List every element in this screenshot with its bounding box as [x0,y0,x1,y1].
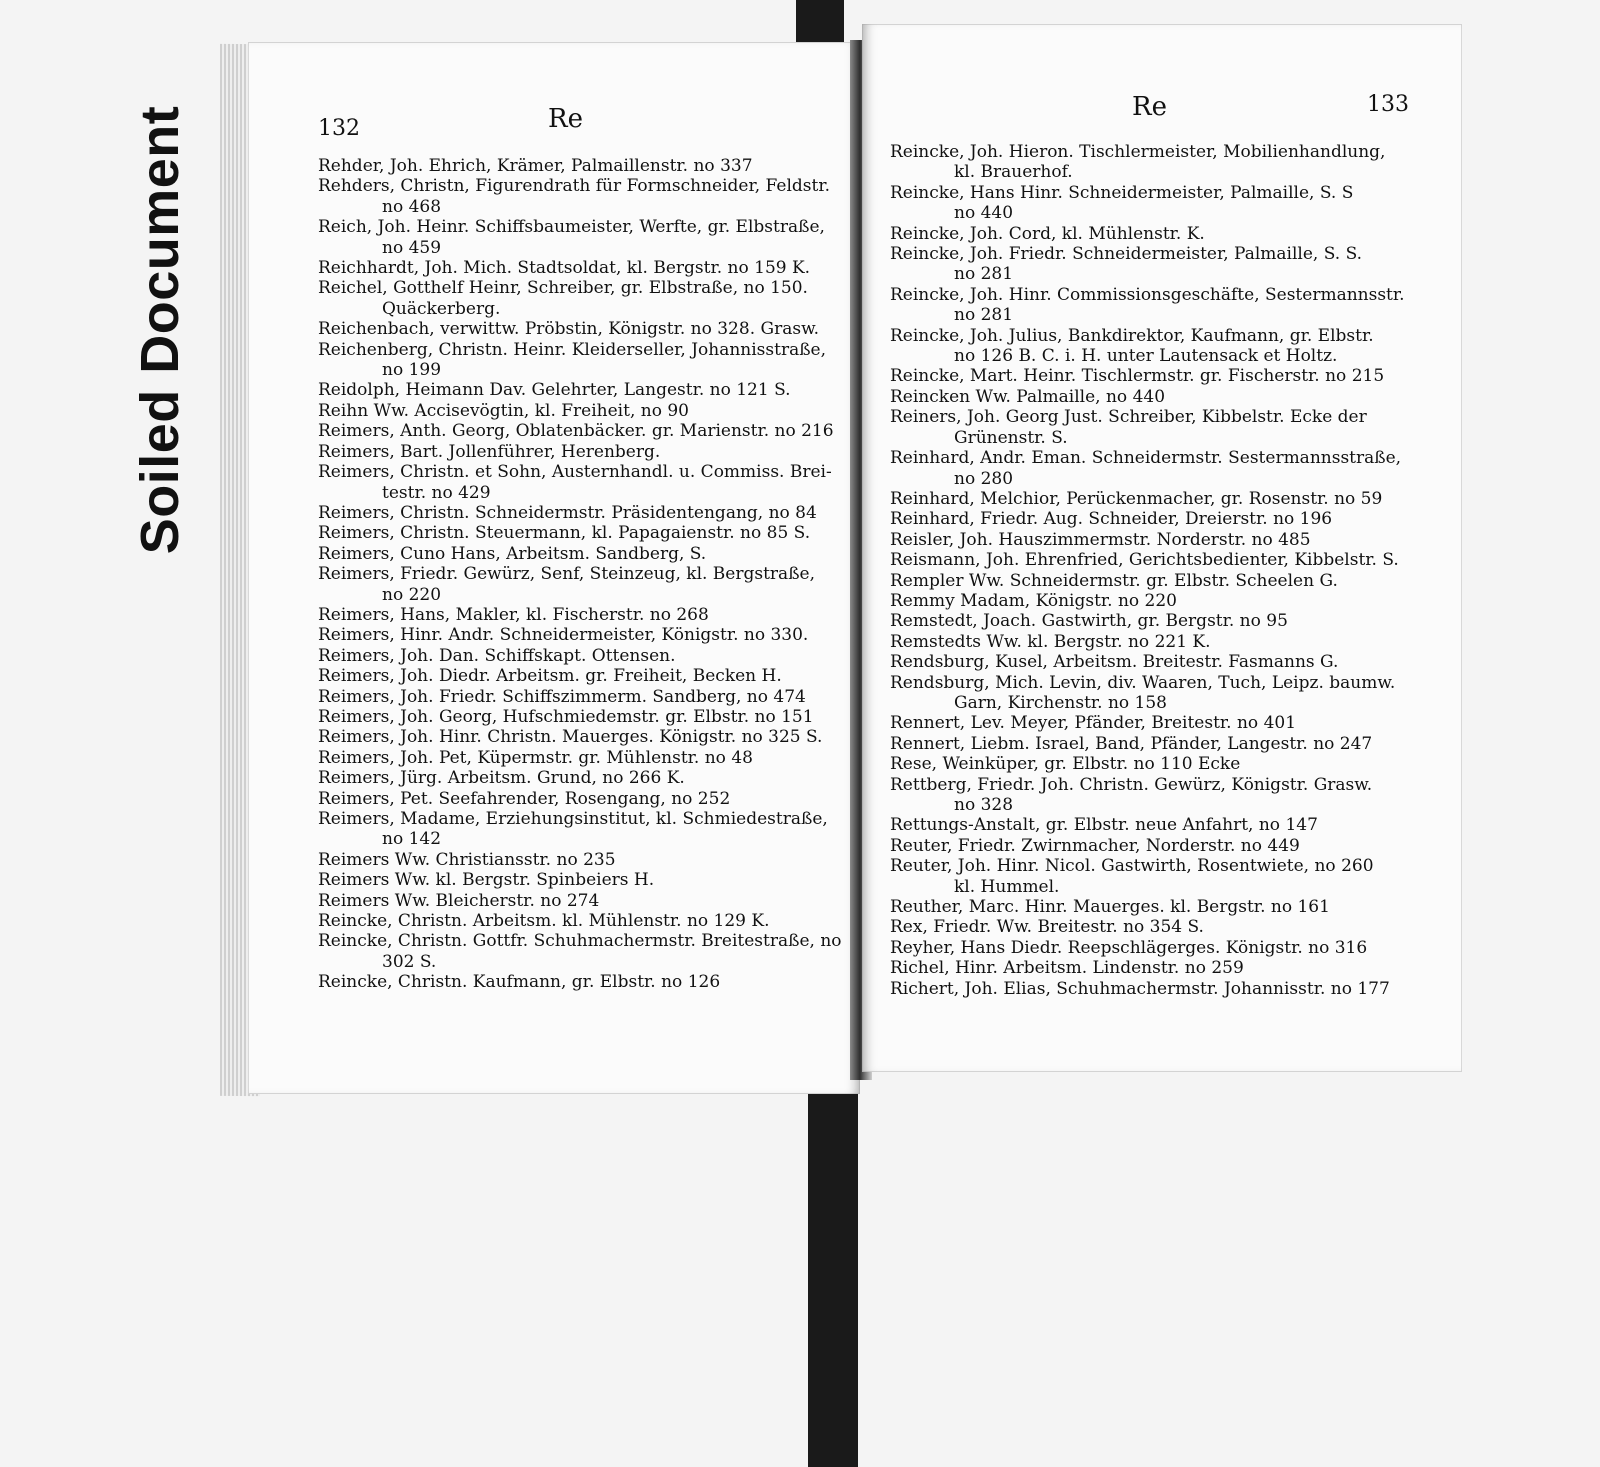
entry-continuation: Garn, Kirchenstr. no 158 [954,692,1167,713]
directory-entry [318,340,838,381]
entry-text: Reimers, Christn. Steuermann, kl. Papagaienstr. no 85 S. [318,523,811,544]
directory-entry [318,748,838,768]
directory-entry [890,897,1420,917]
directory-entry [318,707,838,727]
directory-entry [890,509,1420,529]
entry-continuation: Grünenstr. S. [954,427,1068,448]
directory-entry [890,836,1420,856]
entry-continuation: no 280 [954,468,1014,489]
entry-text: Rettungs-Anstalt, gr. Elbstr. neue Anfahrt, no 147 [890,815,1318,836]
entry-text: Reimers, Cuno Hans, Arbeitsm. Sandberg, S. [318,543,707,564]
entry-text: Reichel, Gotthelf Heinr, Schreiber, gr. Elbstraße, no 150. [318,278,808,299]
entry-continuation: no 199 [382,360,442,381]
entry-text: Reimers, Joh. Georg, Hufschmiedemstr. gr. Elbstr. no 151 [318,706,814,727]
entry-text: Reimers, Friedr. Gewürz, Senf, Steinzeug, kl. Bergstraße, [318,564,816,585]
entry-text: Reuter, Joh. Hinr. Nicol. Gastwirth, Rosentwiete, no 260 [890,856,1374,877]
directory-entry [318,646,838,666]
entry-text: Rennert, Lev. Meyer, Pfänder, Breitestr. no 401 [890,713,1297,734]
entry-text: Reimers, Joh. Hinr. Christn. Mauerges. Königstr. no 325 S. [318,727,823,748]
directory-entry [318,258,838,278]
entry-text: Reimers Ww. Bleicherstr. no 274 [318,890,600,911]
entry-text: Rehder, Joh. Ehrich, Krämer, Palmaillenstr. no 337 [318,156,753,176]
directory-entry [890,815,1420,835]
entry-text: Reihn Ww. Accisevögtin, kl. Freiheit, no 90 [318,400,689,421]
entry-text: Reincke, Mart. Heinr. Tischlermstr. gr. Fischerstr. no 215 [890,366,1385,387]
entry-text: Reismann, Joh. Ehrenfried, Gerichtsbedienter, Kibbelstr. S. [890,550,1399,571]
entry-text: Reincke, Hans Hinr. Schneidermeister, Palmaille, S. S [890,182,1354,203]
entry-text: Reimers Ww. Christiansstr. no 235 [318,849,616,870]
entry-text: Rese, Weinküper, gr. Elbstr. no 110 Ecke [890,754,1241,775]
directory-entry [890,224,1420,244]
directory-entry [890,183,1420,224]
left-page [248,42,860,1094]
entry-text: Remstedt, Joach. Gastwirth, gr. Bergstr. no 95 [890,611,1288,632]
entry-text: Reisler, Joh. Hauszimmermstr. Norderstr. no 485 [890,529,1311,550]
entry-text: Reinhard, Melchior, Perückenmacher, gr. Rosenstr. no 59 [890,488,1383,509]
directory-entry [318,809,838,850]
right-page [862,24,1462,1072]
entry-text: Reincke, Joh. Friedr. Schneidermeister, Palmaille, S. S. [890,244,1363,265]
entry-continuation: kl. Brauerhof. [954,162,1073,183]
entry-continuation: kl. Hummel. [954,876,1060,897]
entry-text: Richert, Joh. Elias, Schuhmachermstr. Johannisstr. no 177 [890,978,1390,999]
entry-text: Rehders, Christn, Figurendrath für Formschneider, Feldstr. [318,176,831,197]
directory-entry [318,891,838,911]
directory-entry [318,911,838,931]
soiled-document-stamp [130,80,190,580]
entry-text: Reidolph, Heimann Dav. Gelehrter, Langestr. no 121 S. [318,380,791,401]
directory-entry [318,870,838,890]
running-head: Re [548,104,583,134]
entry-text: Reimers, Hans, Makler, kl. Fischerstr. no 268 [318,604,709,625]
directory-entry [318,401,838,421]
entry-text: Reincken Ww. Palmaille, no 440 [890,386,1166,407]
page-number: 133 [1367,92,1409,117]
directory-entry [318,544,838,564]
entry-text: Reimers, Jürg. Arbeitsm. Grund, no 266 K. [318,768,685,789]
directory-entry [318,850,838,870]
entry-text: Reichhardt, Joh. Mich. Stadtsoldat, kl. Bergstr. no 159 K. [318,258,811,279]
entry-text: Reimers, Joh. Dan. Schiffskapt. Ottensen. [318,645,676,666]
entry-text: Reimers, Pet. Seefahrender, Rosengang, no 252 [318,788,731,809]
entry-text: Reuther, Marc. Hinr. Mauerges. kl. Bergstr. no 161 [890,897,1330,918]
directory-entry [890,754,1420,774]
entry-text: Reich, Joh. Heinr. Schiffsbaumeister, Werfte, gr. Elbstraße, [318,217,825,238]
entry-text: Reincke, Joh. Hinr. Commissionsgeschäfte, Sestermannsstr. [890,284,1405,305]
entry-text: Reimers, Joh. Pet, Küpermstr. gr. Mühlenstr. no 48 [318,747,753,768]
directory-entry [318,687,838,707]
entry-continuation: no 220 [382,584,442,605]
directory-entry [318,727,838,747]
directory-entries [318,156,842,993]
directory-entry [890,530,1420,550]
directory-entry [890,591,1420,611]
directory-entry [890,958,1420,978]
directory-entry [890,326,1420,367]
directory-entry [890,734,1420,754]
entry-text: Reinhard, Friedr. Aug. Schneider, Dreierstr. no 196 [890,509,1333,530]
entry-text: Reichenberg, Christn. Heinr. Kleiderseller, Johannisstraße, [318,339,827,360]
entry-text: Reimers, Joh. Friedr. Schiffszimmerm. Sandberg, no 474 [318,686,806,707]
directory-entry [890,775,1420,816]
entry-text: Reyher, Hans Diedr. Reepschlägerges. Königstr. no 316 [890,937,1368,958]
directory-entry [890,550,1420,570]
entry-continuation: no 126 B. C. i. H. unter Lautensack et Holtz. [954,346,1338,367]
directory-entry [890,366,1420,386]
entry-text: Rennert, Liebm. Israel, Band, Pfänder, Langestr. no 247 [890,733,1373,754]
entry-text: Reincke, Joh. Cord, kl. Mühlenstr. K. [890,223,1205,244]
directory-entry [318,789,838,809]
entry-text: Reincke, Christn. Kaufmann, gr. Elbstr. no 126 [318,972,721,993]
entry-text: Reimers, Madame, Erziehungsinstitut, kl. Schmiedestraße, [318,809,828,829]
entry-text: Reichenbach, verwittw. Pröbstin, Königstr. no 328. Grasw. [318,319,820,340]
entry-continuation: no 328 [954,795,1014,815]
directory-entry [890,448,1420,489]
entry-text: Reinhard, Andr. Eman. Schneidermstr. Sestermannsstraße, [890,448,1402,469]
binding-strip-bottom [808,1085,858,1467]
entry-continuation: Quäckerberg. [382,298,501,319]
directory-entry [890,571,1420,591]
directory-entry [890,489,1420,509]
directory-entry [318,564,838,605]
directory-entry [318,462,838,503]
entry-text: Reimers, Anth. Georg, Oblatenbäcker. gr. Marienstr. no 216 [318,421,834,442]
directory-entry [318,421,838,441]
entry-continuation: no 440 [954,203,1014,224]
entry-text: Rettberg, Friedr. Joh. Christn. Gewürz, Königstr. Grasw. [890,774,1373,795]
directory-entry [318,625,838,645]
entry-text: Rempler Ww. Schneidermstr. gr. Elbstr. Scheelen G. [890,570,1338,591]
entry-text: Reimers, Joh. Diedr. Arbeitsm. gr. Freiheit, Becken H. [318,666,782,687]
entry-continuation: testr. no 429 [382,482,491,503]
stamp-text: Soiled Document [130,105,190,555]
entry-text: Reincke, Christn. Arbeitsm. kl. Mühlenstr. no 129 K. [318,911,770,932]
entry-continuation: no 459 [382,237,442,258]
entry-text: Reincke, Joh. Julius, Bankdirektor, Kaufmann, gr. Elbstr. [890,325,1374,346]
directory-entry [318,605,838,625]
directory-entry [318,931,842,972]
entry-text: Reimers, Hinr. Andr. Schneidermeister, Königstr. no 330. [318,625,809,646]
directory-entry [318,972,838,992]
entry-text: Reincke, Joh. Hieron. Tischlermeister, Mobilienhandlung, [890,142,1386,162]
entry-continuation: 302 S. [382,951,437,972]
directory-entry [318,523,838,543]
entry-text: Reincke, Christn. Gottfr. Schuhmachermstr. Breitestraße, no [318,931,842,952]
directory-entry [890,979,1420,999]
directory-entry [318,666,838,686]
directory-entry [890,713,1420,733]
entry-continuation: no 281 [954,305,1014,326]
directory-entry [890,856,1420,897]
directory-entry [890,244,1420,285]
directory-entry [890,387,1420,407]
directory-entry [318,278,838,319]
entry-text: Richel, Hinr. Arbeitsm. Lindenstr. no 259 [890,958,1244,979]
entry-text: Rex, Friedr. Ww. Breitestr. no 354 S. [890,917,1204,938]
directory-entry [318,176,838,217]
entry-text: Reimers Ww. kl. Bergstr. Spinbeiers H. [318,870,655,891]
directory-entry [318,217,838,258]
entry-text: Reimers, Christn. Schneidermstr. Präsidentengang, no 84 [318,502,817,523]
entry-text: Reiners, Joh. Georg Just. Schreiber, Kibbelstr. Ecke der [890,407,1367,428]
directory-entry [890,938,1420,958]
entry-continuation: no 281 [954,264,1014,285]
entry-text: Reuter, Friedr. Zwirnmacher, Norderstr. no 449 [890,835,1300,856]
entry-text: Reimers, Christn. et Sohn, Austernhandl. u. Commiss. Brei- [318,462,832,483]
directory-entry [890,142,1420,183]
directory-entry [890,611,1420,631]
entry-text: Remstedts Ww. kl. Bergstr. no 221 K. [890,631,1211,652]
directory-entry [890,673,1420,714]
entry-continuation: no 142 [382,829,442,850]
running-head: Re [1132,92,1167,122]
directory-entry [890,917,1420,937]
directory-entry [318,156,838,176]
directory-entry [890,407,1420,448]
directory-entry [318,380,838,400]
directory-entry [890,285,1420,326]
entry-text: Rendsburg, Kusel, Arbeitsm. Breitestr. Fasmanns G. [890,652,1339,673]
directory-entry [318,768,838,788]
directory-entry [318,503,838,523]
directory-entry [318,319,838,339]
directory-entry [890,652,1420,672]
entry-text: Rendsburg, Mich. Levin, div. Waaren, Tuch, Leipz. baumw. [890,672,1396,693]
directory-entries [890,142,1420,999]
entry-text: Reimers, Bart. Jollenführer, Herenberg. [318,441,661,462]
entry-text: Remmy Madam, Königstr. no 220 [890,590,1177,611]
entry-continuation: no 468 [382,196,442,217]
page-number: 132 [318,116,360,141]
directory-entry [890,632,1420,652]
directory-entry [318,442,838,462]
